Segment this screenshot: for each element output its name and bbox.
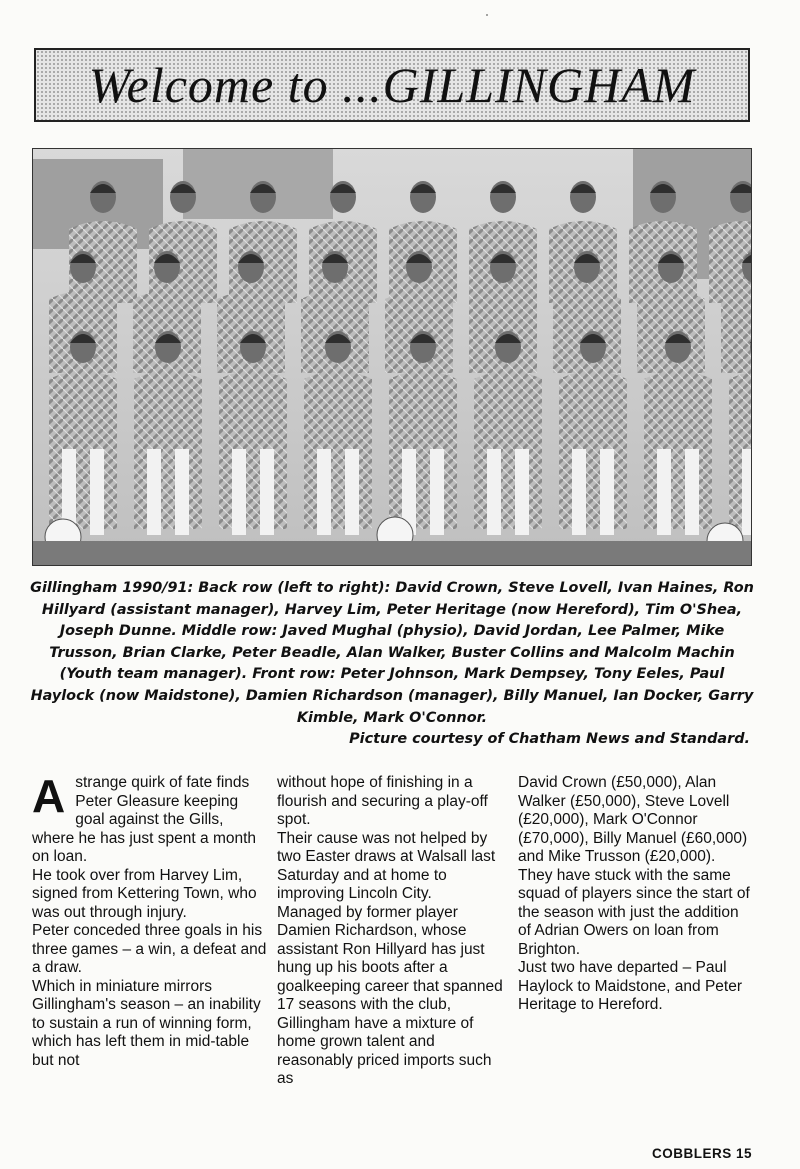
player-sock [345, 449, 359, 535]
player-sock [742, 449, 751, 535]
player-sock [232, 449, 246, 535]
photo-credit: Picture courtesy of Chatham News and Standard. [349, 731, 750, 748]
article-column-1 [32, 770, 268, 1070]
article-paragraph: strange quirk of fate finds Peter Gleasure keeping goal against the Gills, where he has just spent a month on loan. [32, 774, 257, 865]
article-column-2 [277, 774, 507, 1089]
player-sock [260, 449, 274, 535]
player-sock [175, 449, 189, 535]
player-sock [317, 449, 331, 535]
player-sock [90, 449, 104, 535]
player-sock [600, 449, 614, 535]
page-title: Welcome to ...GILLINGHAM [88, 57, 696, 113]
player-sock [657, 449, 671, 535]
title-banner [34, 48, 750, 122]
team-photo [32, 148, 752, 566]
article-paragraph: Just two have departed – Paul Haylock to Maidstone, and Peter Heritage to Hereford. [518, 959, 743, 1013]
photo-caption [30, 578, 754, 751]
player-sock [515, 449, 529, 535]
drop-cap: A [32, 770, 66, 822]
article-paragraph: without hope of finishing in a flourish and securing a play-off spot. [277, 774, 488, 828]
paper-speck [486, 14, 488, 16]
player-sock [685, 449, 699, 535]
page-footer: COBBLERS 15 [651, 1146, 752, 1161]
article-paragraph: Managed by former player Damien Richardson, whose assistant Ron Hillyard has just hung up his boots after a goalkeeping career that spanned 17 seasons with the club, Gillingham have a mixture of home grown talent and reasonably priced imports such as [277, 903, 503, 1087]
article-paragraph: Their cause was not helped by two Easter draws at Walsall last Saturday and at home to improving Lincoln City. [277, 829, 496, 902]
article-paragraph: David Crown (£50,000), Alan Walker (£50,000), Steve Lovell (£20,000), Mark O'Connor (£70,000), Billy Manuel (£60,000) and Mike Trusson (£20,000). [518, 774, 748, 865]
article-paragraph: Which in miniature mirrors Gillingham's season – an inability to sustain a run of winning form, which has left them in mid-table but not [32, 977, 261, 1069]
team-photo-icon [33, 149, 751, 565]
article-paragraph: Peter conceded three goals in his three games – a win, a defeat and a draw. [32, 922, 267, 976]
article-paragraph: They have stuck with the same squad of players since the start of the season with just the addition of Adrian Owers on loan from Brighton. [518, 866, 750, 958]
caption-text: Gillingham 1990/91: Back row (left to right): David Crown, Steve Lovell, Ivan Haines, Ron Hillyard (assistant manager), Harvey Lim, Peter Heritage (now Hereford), Tim O'Shea, Joseph Dunne. Middle row: Javed Mughal (physio), David Jordan, Lee Palmer, Mike Trusson, Brian Clarke, Peter Beadle, Alan Walker, Buster Collins and Malcolm Machin (Youth team manager). Front row: Peter Johnson, Mark Dempsey, Tony Eeles, Paul Haylock (now Maidstone), Damien Richardson (manager), Billy Manuel, Ian Docker, Garry Kimble, Mark O'Connor. [30, 580, 754, 726]
player-sock [147, 449, 161, 535]
article-paragraph: He took over from Harvey Lim, signed from Kettering Town, who was out through injury. [32, 866, 257, 921]
article-column-3 [518, 774, 754, 1015]
player-sock [487, 449, 501, 535]
player-sock [430, 449, 444, 535]
player-sock [572, 449, 586, 535]
